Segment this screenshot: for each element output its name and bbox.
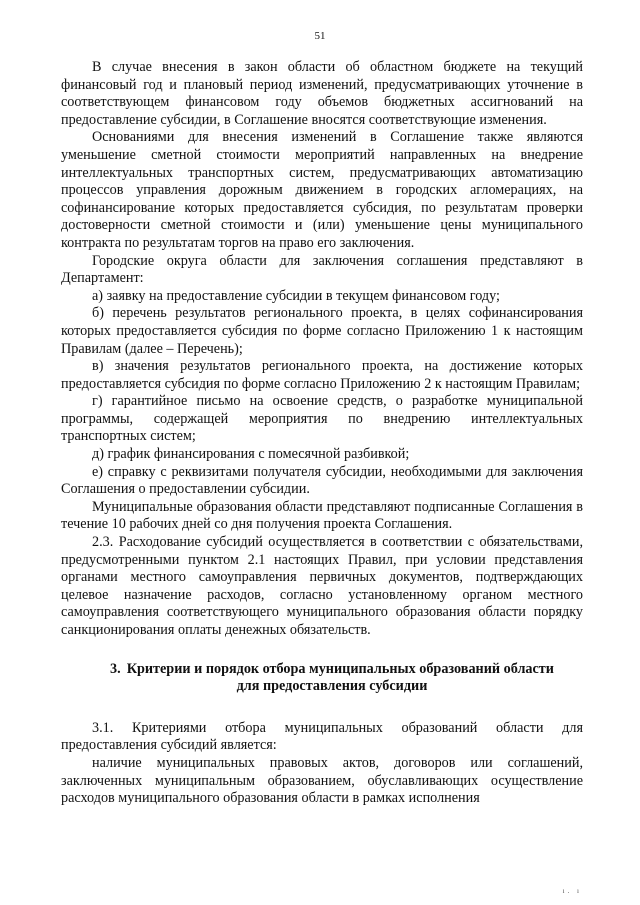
- page-number: 51: [314, 30, 326, 42]
- paragraph-2-3: 2.3. Расходование субсидий осуществляется в соответствии с обязательствами, предусмотренными пунктом 2.1 настоящих Правил, при условии представления органами местного самоуправления первичных документов, подтверждающих целевое назначение расходов, согласно установленному органом местного самоуправления соответствующего муниципального образования области порядку санкционирования оплаты денежных обязательств.: [61, 534, 583, 638]
- paragraph-budget-changes: В случае внесения в закон области об областном бюджете на текущий финансовый год и плановый период изменений, предусматривающих уточнение в соответствующем финансовом году объемов бюджетных ассигнований на предоставление субсидии, в Соглашение вносятся соответствующие изменения.: [61, 59, 583, 128]
- list-item-d: д) график финансирования с помесячной разбивкой;: [92, 446, 410, 463]
- paragraph-documents-intro: Городские округа области для заключения соглашения представляют в Департамент:: [61, 252, 583, 287]
- list-item-v: в) значения результатов регионального проекта, на достижение которых предоставляется субсидия по форме согласно Приложению 2 к настоящим Правилам;: [61, 358, 583, 392]
- list-item-g: г) гарантийное письмо на освоение средств, о разработке муниципальной программы, содержащей мероприятия по внедрению интеллектуальных транспортных систем;: [61, 393, 583, 445]
- paragraph-legal-acts: наличие муниципальных правовых актов, договоров или соглашений, заключенных муниципальным образованием, обуславливающих осуществление расходов муниципального образования области в рамках исполнения: [61, 754, 583, 807]
- document-body: [61, 59, 583, 808]
- corner-mark: ı. ı: [562, 887, 582, 895]
- paragraph-signed-agreements: Муниципальные образования области представляют подписанные Соглашения в течение 10 рабочих дней со дня получения проекта Соглашения.: [61, 498, 583, 533]
- list-item-a: а) заявку на предоставление субсидии в текущем финансовом году;: [92, 287, 500, 304]
- paragraph-grounds-for-changes: Основаниями для внесения изменений в Соглашение также являются уменьшение сметной стоимости мероприятий направленных на внедрение интеллектуальных транспортных систем, предусматривающих автоматизацию процессов управления дорожным движением в городских агломерациях, на софинансирование которых предоставляется субсидия, по результатам проверки достоверности сметной стоимости и (или) уменьшение цены муниципального контракта по результатам торгов на право его заключения.: [61, 129, 583, 251]
- list-item-b: б) перечень результатов регионального проекта, в целях софинансирования которых предоставляется субсидия по форме согласно Приложению 1 к настоящим Правилам (далее – Перечень);: [61, 305, 583, 357]
- section-number: 3.: [110, 660, 121, 677]
- section-title-line1: Критерии и порядок отбора муниципальных образований области: [126, 660, 554, 677]
- section-heading: [61, 661, 583, 696]
- section-title-line2: для предоставления субсидии: [236, 678, 428, 695]
- list-item-e: е) справку с реквизитами получателя субсидии, необходимыми для заключения Соглашения о предоставлении субсидии.: [61, 463, 583, 498]
- paragraph-3-1: 3.1. Критериями отбора муниципальных образований области для предоставления субсидий является:: [61, 719, 583, 754]
